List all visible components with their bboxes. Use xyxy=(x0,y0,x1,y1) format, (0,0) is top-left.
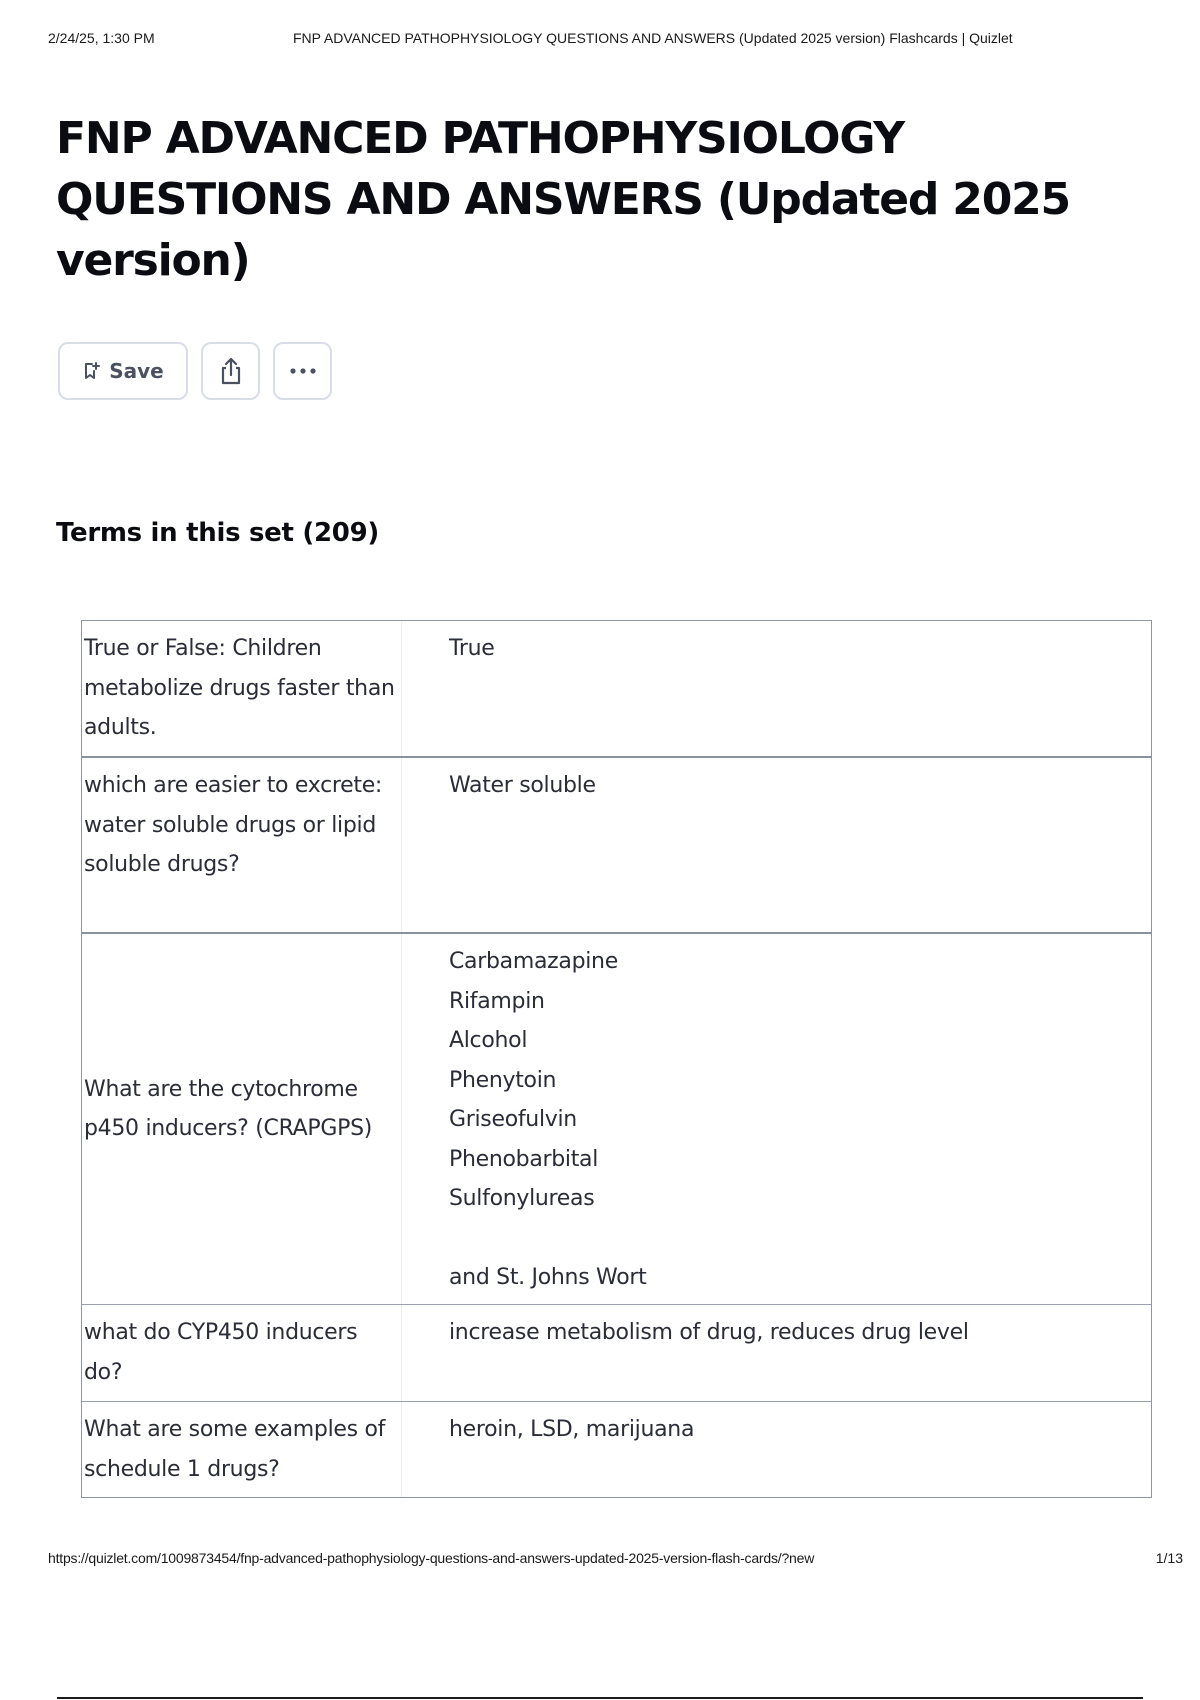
term-row xyxy=(82,1401,1151,1497)
definition-line-blank xyxy=(449,1219,1141,1259)
page-number: 1/13 xyxy=(1155,1550,1183,1566)
print-document-title: FNP ADVANCED PATHOPHYSIOLOGY QUESTIONS AND ANSWERS (Updated 2025 version) Flashcards | Quizlet xyxy=(293,30,1013,46)
definition-text xyxy=(402,621,1151,756)
share-icon xyxy=(217,356,245,386)
term-text xyxy=(82,934,402,1304)
definition-line: Water soluble xyxy=(449,773,596,798)
share-button[interactable] xyxy=(201,342,260,400)
definition-text xyxy=(402,758,1151,932)
term-row xyxy=(82,621,1151,756)
definition-line: Phenytoin xyxy=(449,1067,557,1093)
save-bookmark-icon xyxy=(82,361,100,381)
definition-line: Griseofulvin xyxy=(449,1107,577,1132)
print-date: 2/24/25, 1:30 PM xyxy=(48,30,155,46)
divider xyxy=(57,1697,1143,1699)
term-text: which are easier to excrete: water soluble drugs or lipid soluble drugs? xyxy=(82,758,402,932)
definition-line: Phenobarbital xyxy=(449,1146,599,1172)
term-text: What are some examples of schedule 1 drugs? xyxy=(82,1402,402,1497)
term-text: True or False: Children metabolize drugs faster than adults. xyxy=(82,621,402,756)
print-footer xyxy=(48,1550,1183,1570)
print-header xyxy=(48,30,1114,50)
term-text-content: What are the cytochrome p450 inducers? (CRAPGPS) xyxy=(84,1076,373,1141)
term-row xyxy=(82,1304,1151,1401)
definition-line: Rifampin xyxy=(449,988,545,1014)
save-button-label: Save xyxy=(109,359,164,383)
terms-heading: Terms in this set (209) xyxy=(56,518,379,548)
definition-line: Carbamazapine xyxy=(449,949,618,974)
term-text: what do CYP450 inducers do? xyxy=(82,1305,402,1401)
definition-line: Sulfonylureas xyxy=(449,1186,595,1211)
definition-text xyxy=(402,1402,1151,1497)
save-button[interactable] xyxy=(58,342,188,400)
more-options-icon xyxy=(289,367,317,375)
definition-text xyxy=(402,934,1151,1304)
page-title: FNP ADVANCED PATHOPHYSIOLOGY QUESTIONS AND ANSWERS (Updated 2025 version) xyxy=(56,113,1070,286)
definition-line: Alcohol xyxy=(449,1028,528,1053)
definition-text xyxy=(402,1305,1151,1401)
term-row xyxy=(82,932,1151,1304)
page-url: https://quizlet.com/1009873454/fnp-advanced-pathophysiology-questions-and-answers-updated-2025-version-flash-cards/?new xyxy=(48,1550,815,1566)
definition-line: and St. Johns Wort xyxy=(449,1265,647,1290)
definition-line: heroin, LSD, marijuana xyxy=(449,1417,695,1442)
definition-line: increase metabolism of drug, reduces drug level xyxy=(449,1320,969,1345)
term-row xyxy=(82,756,1151,932)
terms-table xyxy=(81,620,1152,1498)
definition-line: True xyxy=(449,636,495,661)
more-options-button[interactable] xyxy=(273,342,332,400)
